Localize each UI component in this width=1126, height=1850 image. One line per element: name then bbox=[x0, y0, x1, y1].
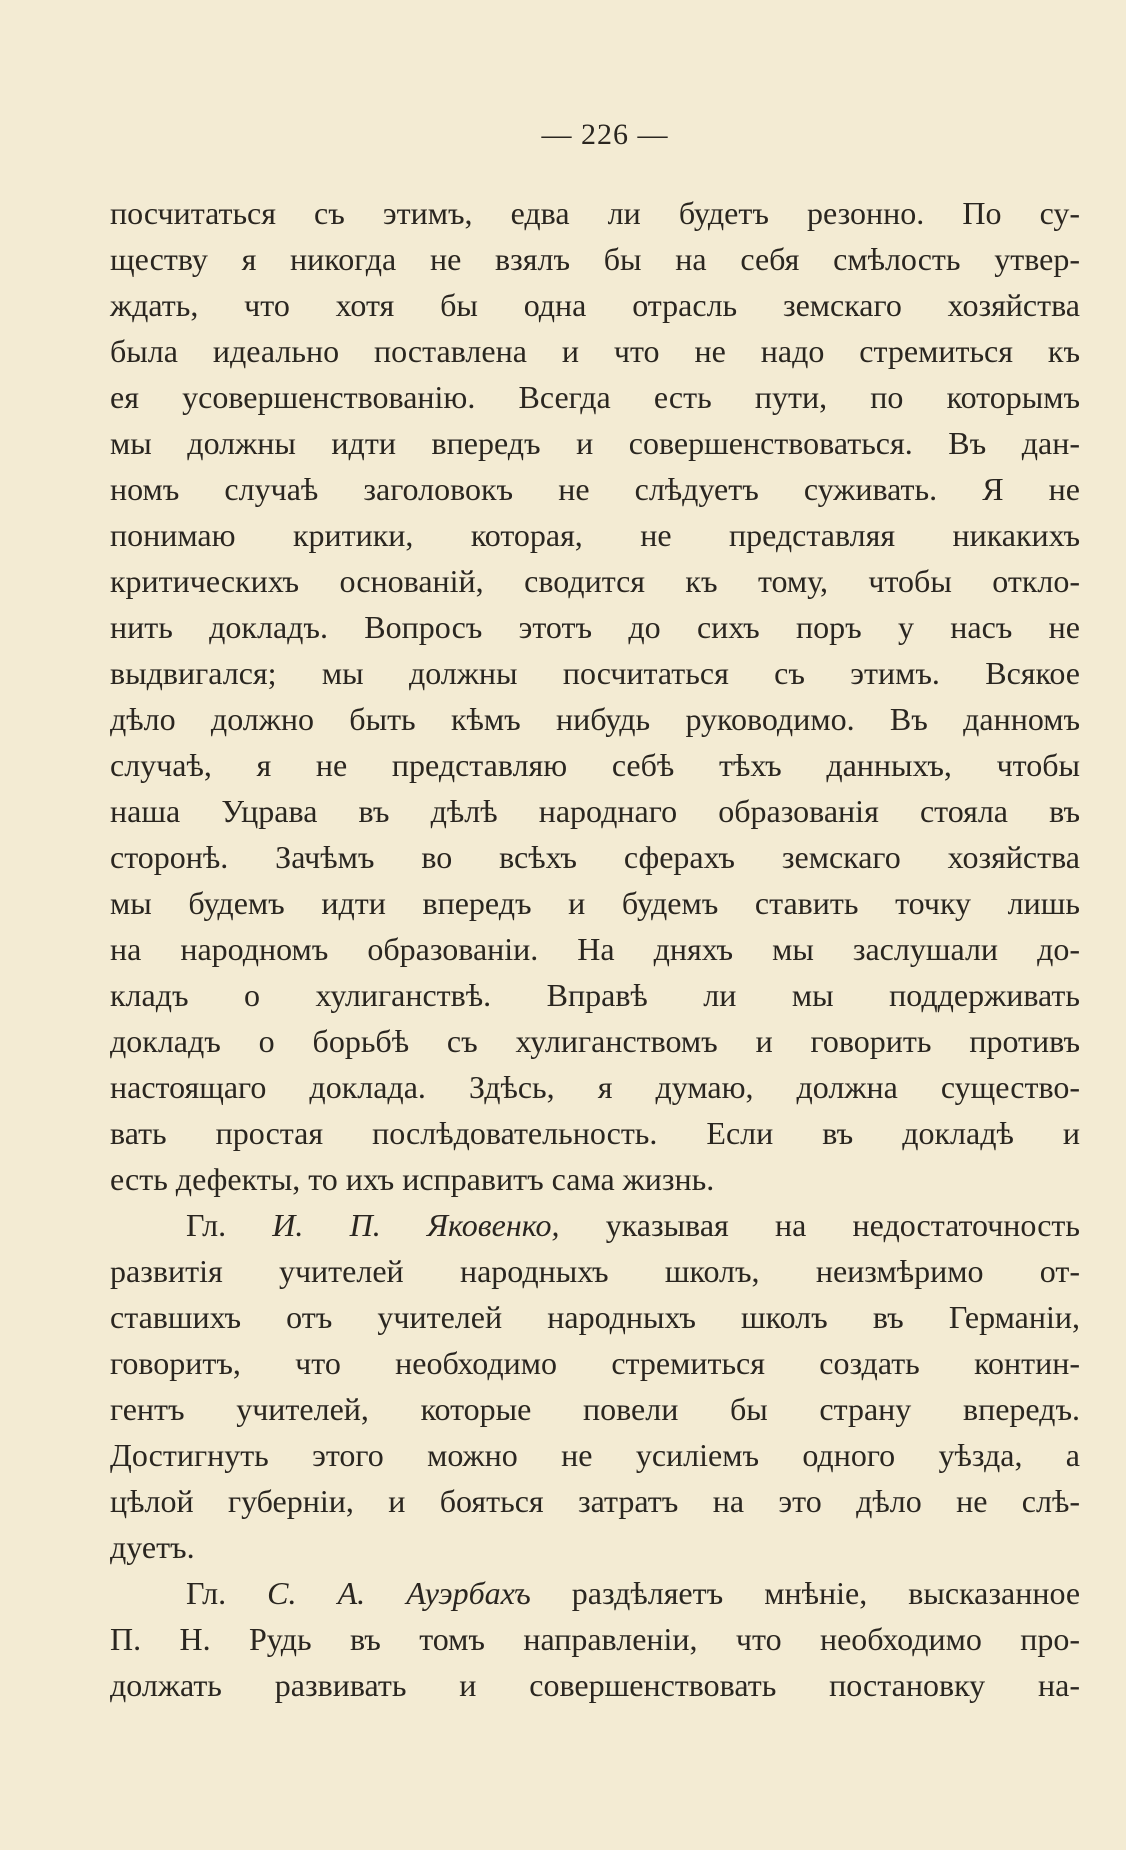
speaker-line bbox=[110, 1202, 1080, 1248]
body-text bbox=[110, 190, 1080, 1708]
text-line: кладъ о хулиганствѣ. Вправѣ ли мы поддерживать bbox=[110, 977, 1080, 1013]
text-line: вать простая послѣдовательность. Если въ докладѣ и bbox=[110, 1115, 1080, 1151]
paragraph-2 bbox=[110, 1202, 1080, 1570]
text-line: на народномъ образованiи. На дняхъ мы заслушали до- bbox=[110, 931, 1080, 967]
text-line: есть дефекты, то ихъ исправитъ сама жизнь. bbox=[110, 1161, 715, 1197]
text-line: ждать, что хотя бы одна отрасль земскаго хозяйства bbox=[110, 287, 1080, 323]
text-line: дуетъ. bbox=[110, 1529, 195, 1565]
page-number: — 226 — bbox=[541, 118, 669, 151]
text-line: Достигнуть этого можно не усилiемъ одного уѣзда, а bbox=[110, 1437, 1080, 1473]
text-line: номъ случаѣ заголовокъ не слѣдуетъ суживать. Я не bbox=[110, 471, 1080, 507]
text-line: выдвигался; мы должны посчитаться съ этимъ. Всякое bbox=[110, 655, 1080, 691]
text-line: случаѣ, я не представляю себѣ тѣхъ данныхъ, чтобы bbox=[110, 747, 1080, 783]
text-line: П. Н. Рудь въ томъ направленiи, что необходимо про- bbox=[110, 1621, 1080, 1657]
text-line: гентъ учителей, которые повели бы страну впередъ. bbox=[110, 1391, 1080, 1427]
text-line: дѣло должно быть кѣмъ нибудь руководимо. Въ данномъ bbox=[110, 701, 1080, 737]
speaker-prefix: Гл. bbox=[186, 1207, 227, 1243]
text-line: развитiя учителей народныхъ школъ, неизмѣримо от- bbox=[110, 1253, 1080, 1289]
text-line: говоритъ, что необходимо стремиться создать контин- bbox=[110, 1345, 1080, 1381]
text-line: понимаю критики, которая, не представляя никакихъ bbox=[110, 517, 1080, 553]
text-line: ея усовершенствованiю. Всегда есть пути, по которымъ bbox=[110, 379, 1080, 415]
text-line: нить докладъ. Вопросъ этотъ до сихъ поръ у насъ не bbox=[110, 609, 1080, 645]
speaker-line-rest: указывая на недостаточность bbox=[605, 1207, 1080, 1243]
speaker-prefix: Гл. bbox=[186, 1575, 227, 1611]
speaker-name: И. П. Яковенко, bbox=[272, 1207, 560, 1243]
text-line: критическихъ основанiй, сводится къ тому, чтобы откло- bbox=[110, 563, 1080, 599]
speaker-name: С. А. Ауэрбахъ bbox=[267, 1575, 531, 1611]
text-line: наша Уцрава въ дѣлѣ народнаго образованiя стояла въ bbox=[110, 793, 1080, 829]
text-line: была идеально поставлена и что не надо стремиться къ bbox=[110, 333, 1080, 369]
paragraph-1 bbox=[110, 190, 1080, 1202]
text-line: посчитаться съ этимъ, едва ли будетъ резонно. По су- bbox=[110, 195, 1080, 231]
text-line: должать развивать и совершенствовать постановку на- bbox=[110, 1667, 1080, 1703]
text-line: мы будемъ идти впередъ и будемъ ставить точку лишь bbox=[110, 885, 1080, 921]
text-line: ставшихъ отъ учителей народныхъ школъ въ Германiи, bbox=[110, 1299, 1080, 1335]
text-line: ществу я никогда не взялъ бы на себя смѣлость утвер- bbox=[110, 241, 1080, 277]
text-line: сторонѣ. Зачѣмъ во всѣхъ сферахъ земскаго хозяйства bbox=[110, 839, 1080, 875]
text-line: настоящаго доклада. Здѣсь, я думаю, должна существо- bbox=[110, 1069, 1080, 1105]
text-line: цѣлой губернiи, и бояться затратъ на это дѣло не слѣ- bbox=[110, 1483, 1080, 1519]
text-line: мы должны идти впередъ и совершенствоваться. Въ дан- bbox=[110, 425, 1080, 461]
paragraph-3 bbox=[110, 1570, 1080, 1708]
speaker-line-rest: раздѣляетъ мнѣнiе, высказанное bbox=[571, 1575, 1081, 1611]
speaker-line bbox=[110, 1570, 1080, 1616]
text-line: докладъ о борьбѣ съ хулиганствомъ и говорить противъ bbox=[110, 1023, 1080, 1059]
